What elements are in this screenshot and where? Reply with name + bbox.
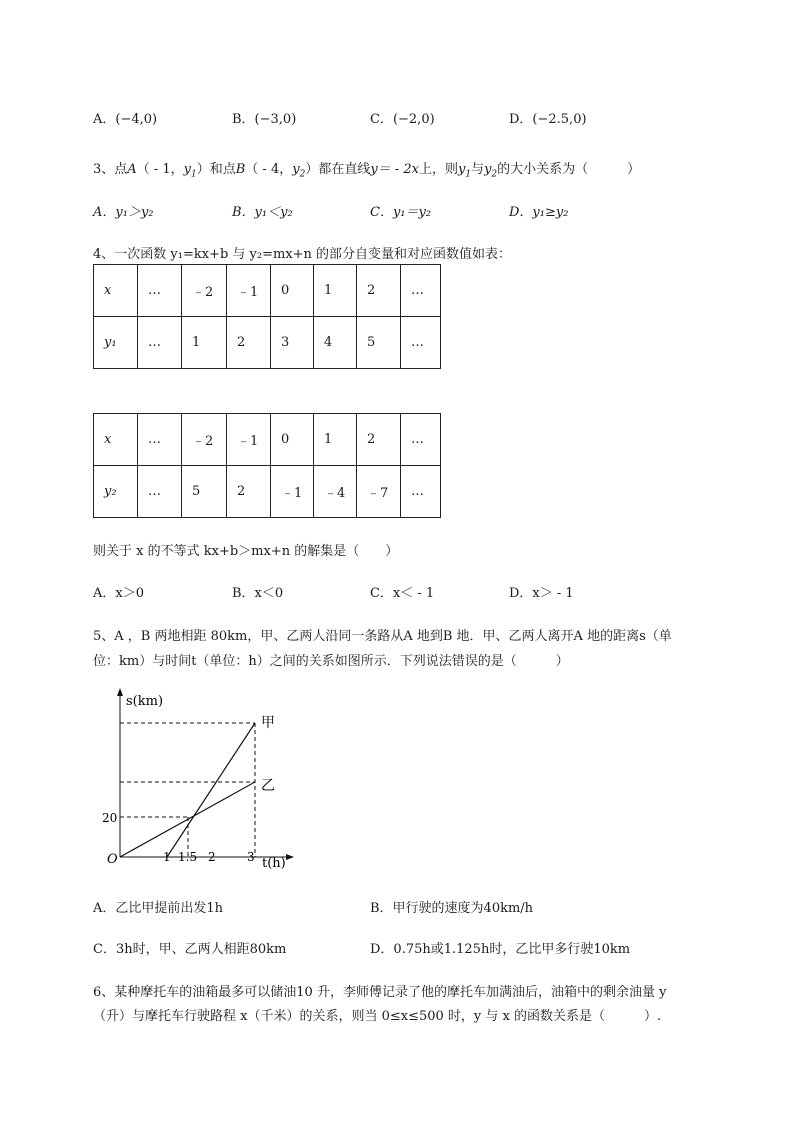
table-cell: 2 xyxy=(227,466,271,518)
q2-option-b: B．(−3,0) xyxy=(232,112,297,127)
table-cell: … xyxy=(401,414,441,466)
label-yi: 乙 xyxy=(261,778,275,794)
q3-text-2: （ - 1， xyxy=(136,162,184,177)
q6-line-1: 6、某种摩托车的油箱最多可以储油10 升，李师傅记录了他的摩托车加满油后，油箱中的剩余油量 y xyxy=(93,985,667,1000)
table-cell: ﹣4 xyxy=(314,466,357,518)
q3-y1: y xyxy=(183,162,191,177)
q5-distance-time-graph xyxy=(90,680,320,880)
table-cell: x xyxy=(94,414,138,466)
table-cell: 1 xyxy=(314,414,357,466)
q4-option-c: C．x＜ - 1 xyxy=(370,586,435,601)
table-cell: 2 xyxy=(357,265,401,317)
table-cell: 2 xyxy=(357,414,401,466)
table-cell: ﹣1 xyxy=(271,466,314,518)
q5-option-a: A．乙比甲提前出发1h xyxy=(93,901,224,916)
table-cell: x xyxy=(94,265,138,317)
q3-point-a: A xyxy=(127,162,137,177)
table-cell: 4 xyxy=(314,317,357,369)
table-cell: ﹣2 xyxy=(182,414,227,466)
q3-option-a: A．y₁＞y₂ xyxy=(93,205,154,220)
x-axis-label: t(h) xyxy=(262,856,286,871)
table-cell: … xyxy=(138,317,182,369)
table-cell: 0 xyxy=(271,414,314,466)
q5-option-b: B．甲行驶的速度为40km/h xyxy=(370,901,534,916)
table-row xyxy=(94,414,441,466)
table-cell: 5 xyxy=(182,466,227,518)
q4-option-a: A．x＞0 xyxy=(93,586,144,601)
table-cell: 5 xyxy=(357,317,401,369)
q3-text-1: 3、点 xyxy=(93,162,128,177)
table-cell: 2 xyxy=(227,317,271,369)
q4-table-y1 xyxy=(93,264,441,369)
x-tick-label: 1 xyxy=(163,850,171,864)
table-row xyxy=(94,265,441,317)
table-cell: ﹣1 xyxy=(227,414,271,466)
x-tick-label: 2 xyxy=(208,850,216,864)
q3-text-4: （ - 4， xyxy=(245,162,293,177)
y-axis-label: s(km) xyxy=(126,694,164,709)
q5-line-1: 5、A ，B 两地相距 80km，甲、乙两人沿同一条路从A 地到B 地．甲、乙两人离开A 地的距离s（单 xyxy=(93,629,672,644)
table-cell: … xyxy=(401,265,441,317)
q3-option-d: D．y₁≥y₂ xyxy=(509,205,569,220)
table-cell: y₂ xyxy=(94,466,138,518)
label-jia: 甲 xyxy=(261,715,275,731)
q4-table-y2 xyxy=(93,413,441,518)
table-cell: … xyxy=(138,466,182,518)
table-row xyxy=(94,317,441,369)
q2-option-a: A．(−4,0) xyxy=(93,112,158,127)
q3-point-b: B xyxy=(235,162,246,177)
q5-option-d: D．0.75h或1.125h时，乙比甲多行驶10km xyxy=(370,942,631,957)
q3-text-7: 与 xyxy=(471,162,485,177)
y-tick-label: 20 xyxy=(102,811,118,825)
q3-option-c: C．y₁＝y₂ xyxy=(370,205,432,220)
q2-option-c: C．(−2,0) xyxy=(370,112,435,127)
q3-question: 3、点A（ - 1，$y_1$）和点B（ - 4，$y_2$）都在直线y＝ - 2x上，则$y_1$与$y_2$的大小关系为（ ） xyxy=(93,162,641,180)
x-tick-label: 3 xyxy=(247,850,255,864)
q4-intro: 4、一次函数 y₁=kx+b 与 y₂=mx+n 的部分自变量和对应函数值如表： xyxy=(93,247,512,262)
origin-label: O xyxy=(107,852,118,867)
table-cell: … xyxy=(138,414,182,466)
table-cell: y₁ xyxy=(94,317,138,369)
q4-option-d: D．x＞ - 1 xyxy=(509,586,574,601)
q3-text-3: ）和点 xyxy=(196,162,236,177)
table-cell: ﹣2 xyxy=(182,265,227,317)
q5-line-2: 位：km）与时间t（单位：h）之间的关系如图所示．下列说法错误的是（ ） xyxy=(93,654,569,669)
q6-line-2: （升）与摩托车行驶路程 x（千米）的关系，则当 0≤x≤500 时，y 与 x 的函数关系是（ ）. xyxy=(93,1009,662,1024)
table-cell: … xyxy=(138,265,182,317)
table-cell: ﹣7 xyxy=(357,466,401,518)
q3-text-6: 上，则 xyxy=(418,162,458,177)
q4-option-b: B．x＜0 xyxy=(232,586,284,601)
q2-option-d: D．(−2.5,0) xyxy=(509,112,587,127)
q5-option-c: C．3h时，甲、乙两人相距80km xyxy=(93,942,287,957)
table-cell: … xyxy=(401,466,441,518)
x-tick-label: 1.5 xyxy=(178,850,198,864)
table-cell: 1 xyxy=(314,265,357,317)
q3-text-8: 的大小关系为（ ） xyxy=(497,162,641,177)
table-row xyxy=(94,466,441,518)
table-cell: 0 xyxy=(271,265,314,317)
q4-question: 则关于 x 的不等式 kx+b＞mx+n 的解集是（ ） xyxy=(93,544,399,559)
table-cell: … xyxy=(401,317,441,369)
q3-line-eq: y＝ - 2x xyxy=(370,162,419,177)
q3-text-5: ）都在直线 xyxy=(305,162,371,177)
table-cell: 1 xyxy=(182,317,227,369)
q3-option-b: B．y₁＜y₂ xyxy=(232,205,293,220)
table-cell: 3 xyxy=(271,317,314,369)
table-cell: ﹣1 xyxy=(227,265,271,317)
